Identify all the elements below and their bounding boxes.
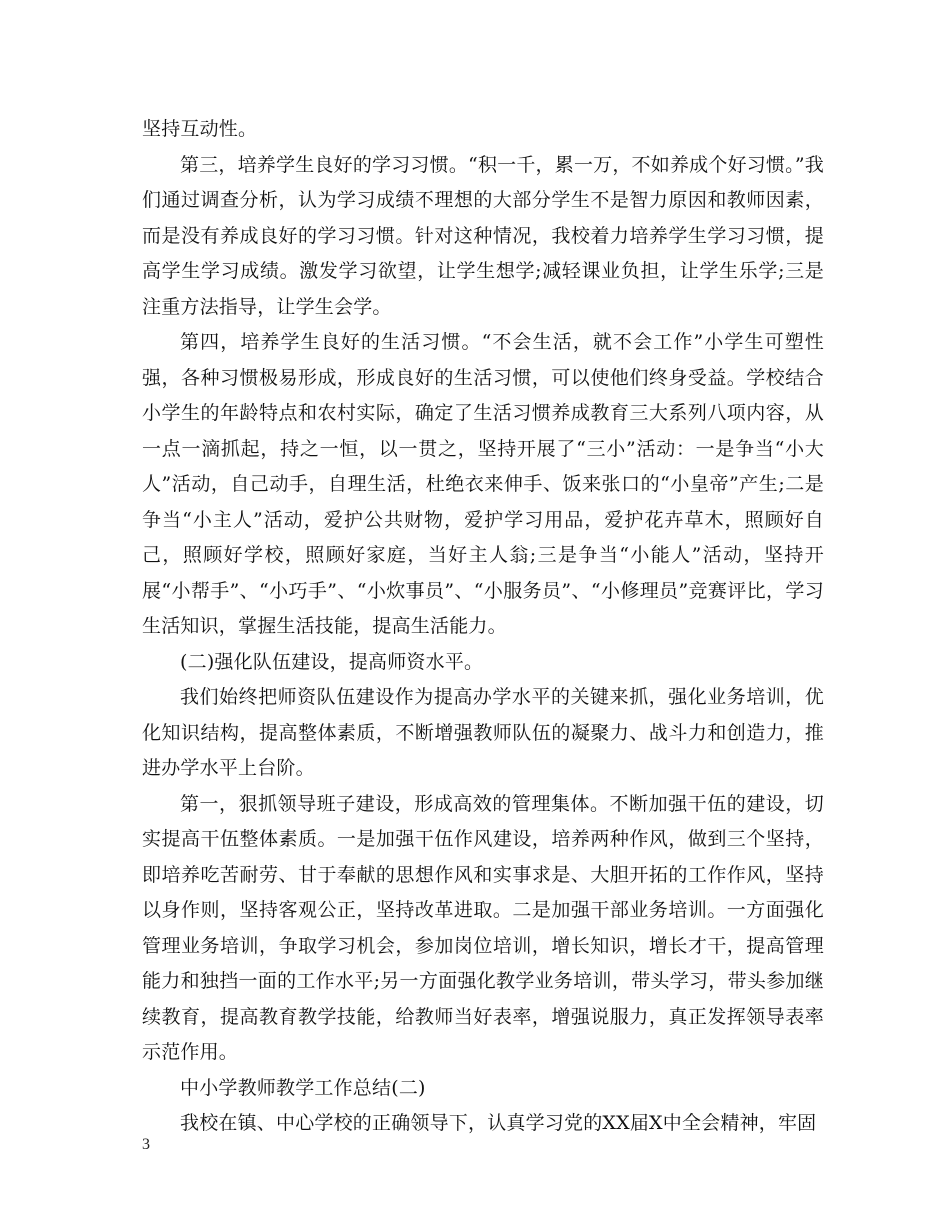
paragraph-2: 第三，培养学生良好的学习习惯。“积一千，累一万，不如养成个好习惯。”我们通过调查分析，认为学习成绩不理想的大部分学生不是智力原因和教师因素，而是没有养成良好的学习习惯。针对这种情况，我校着力培养学生学习习惯，提高学生学习成绩。激发学习欲望，让学生想学;减轻课业负担，让学生乐学;三是注重方法指导，让学生会学。 [142,153,824,318]
paragraph-3: 第四，培养学生良好的生活习惯。“不会生活，就不会工作”小学生可塑性强，各种习惯极易形成，形成良好的生活习惯，可以使他们终身受益。学校结合小学生的年龄特点和农村实际，确定了生活习惯养成教育三大系列八项内容，从一点一滴抓起，持之一恒，以一贯之，坚持开展了“三小”活动：一是争当“小大人”活动，自己动手，自理生活，杜绝衣来伸手、饭来张口的“小皇帝”产生;二是争当“小主人”活动，爱护公共财物，爱护学习用品，爱护花卉草木，照顾好自己，照顾好学校，照顾好家庭，当好主人翁;三是争当“小能人”活动，坚持开展“小帮手”、“小巧手”、“小炊事员”、“小服务员”、“小修理员”竞赛评比，学习生活知识，掌握生活技能，提高生活能力。 [142,331,824,637]
paragraph-8: 我校在镇、中心学校的正确领导下，认真学习党的XX届X中全会精神，牢固 [180,1112,817,1134]
section-heading: (二)强化队伍建设，提高师资水平。 [180,650,484,673]
paragraph-1: 坚持互动性。 [142,118,258,140]
paragraph-6: 第一，狠抓领导班子建设，形成高效的管理集体。不断加强干伍的建设，切实提高干伍整体素质。一是加强干伍作风建设，培养两种作风，做到三个坚持，即培养吃苦耐劳、甘于奉献的思想作风和实事求是、大胆开拓的工作作风，坚持以身作则，坚持客观公正，坚持改革进取。二是加强干部业务培训。一方面强化管理业务培训，争取学习机会，参加岗位培训，增长知识，增长才干，提高管理能力和独挡一面的工作水平;另一方面强化教学业务培训，带头学习，带头参加继续教育，提高教育教学技能，给教师当好表率，增强说服力，真正发挥领导表率示范作用。 [142,792,824,1063]
paragraph-5: 我们始终把师资队伍建设作为提高办学水平的关键来抓，强化业务培训，优化知识结构，提高整体素质，不断增强教师队伍的凝聚力、战斗力和创造力，推进办学水平上台阶。 [142,686,824,779]
document-body [142,112,824,1142]
document-title: 中小学教师教学工作总结(二) [180,1076,426,1099]
page-number: 3 [142,1136,150,1153]
